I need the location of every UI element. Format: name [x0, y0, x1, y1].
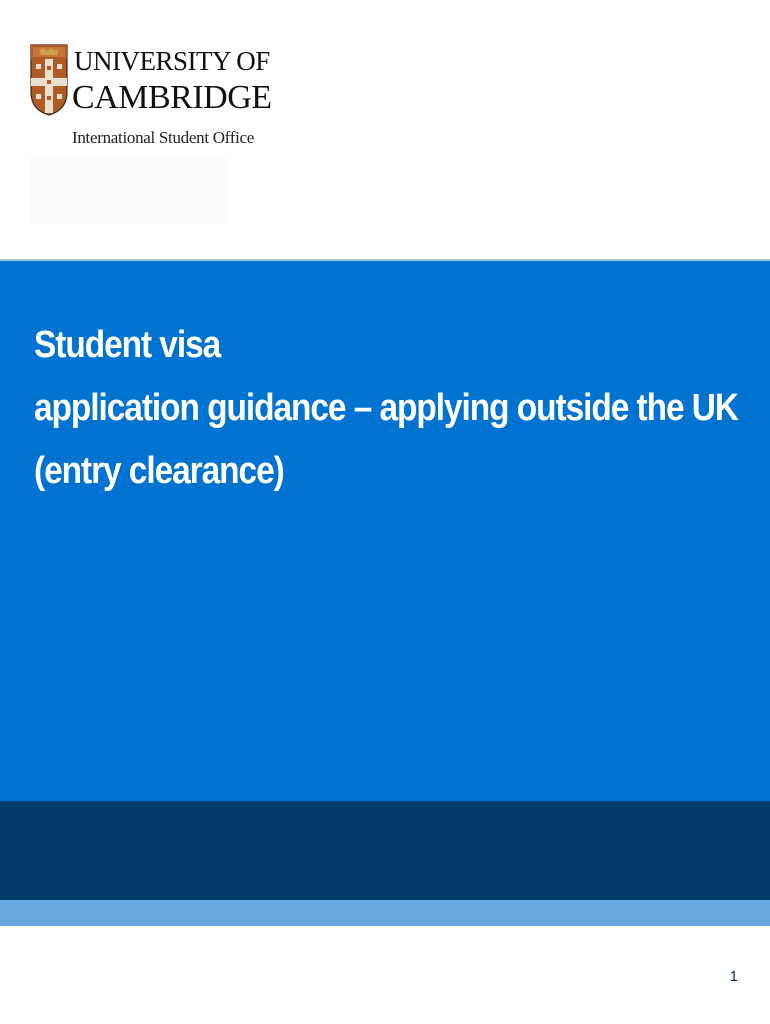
dark-band	[0, 801, 770, 900]
wordmark-cambridge: CAMBRIDGE	[72, 79, 272, 116]
title-line-1: Student visa	[34, 324, 221, 366]
title-line-2: application guidance – applying outside the UK	[34, 387, 738, 429]
office-name: International Student Office	[72, 128, 255, 147]
title-line-3: (entry clearance)	[34, 450, 284, 492]
cambridge-crest-icon	[30, 44, 68, 116]
university-logo	[30, 44, 272, 224]
document-title	[34, 314, 738, 503]
logo-background	[30, 158, 228, 224]
header	[0, 0, 770, 260]
page-number: 1	[729, 968, 738, 985]
wordmark-university-of: UNIVERSITY OF	[74, 46, 270, 76]
light-band	[0, 900, 770, 926]
